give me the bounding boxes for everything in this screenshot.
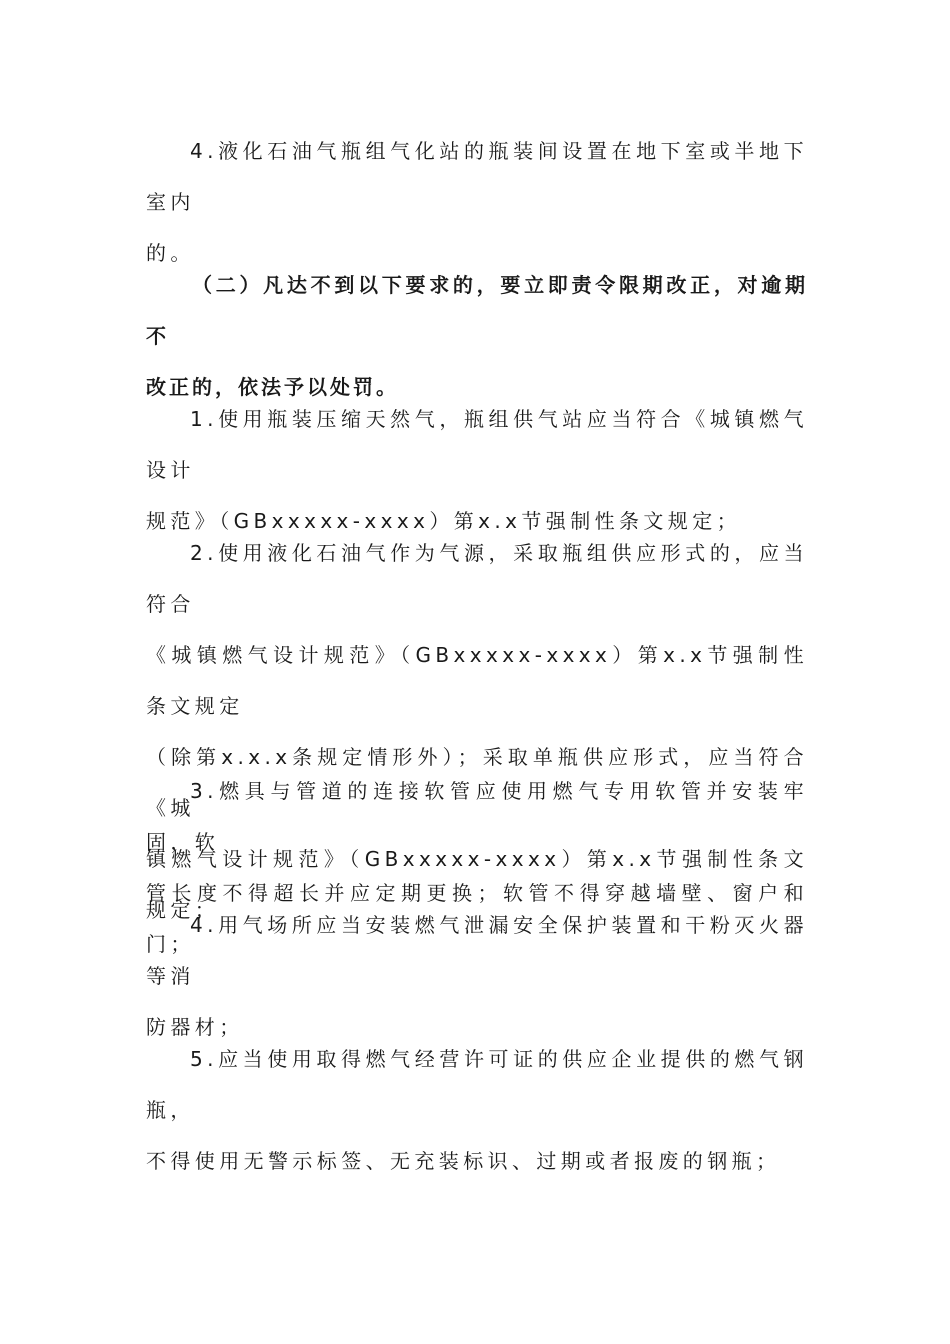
text-line: 4.液化石油气瓶组气化站的瓶装间设置在地下室或半地下室内 <box>146 139 808 214</box>
paragraph-item-5-cylinders <box>146 1034 808 1187</box>
text-line: 的。 <box>146 241 195 265</box>
text-line: 2.使用液化石油气作为气源，采取瓶组供应形式的，应当符合 <box>146 541 808 616</box>
text-line: 镇燃气设计规范》（GBxxxxx-xxxx）第x.x节强制性条文规定； <box>146 847 808 922</box>
text-line: 改正的，依法予以处罚。 <box>146 375 399 399</box>
text-line: 规范》（GBxxxxx-xxxx）第x.x节强制性条文规定； <box>146 509 741 533</box>
text-line: 5.应当使用取得燃气经营许可证的供应企业提供的燃气钢瓶， <box>146 1047 808 1122</box>
text-line: 管长度不得超长并应定期更换；软管不得穿越墙壁、窗户和门； <box>146 881 808 956</box>
paragraph-item-4-leak-protection <box>146 900 808 1053</box>
text-line: 1.使用瓶装压缩天然气，瓶组供气站应当符合《城镇燃气设计 <box>146 407 808 482</box>
text-line: 《城镇燃气设计规范》（GBxxxxx-xxxx）第x.x节强制性条文规定 <box>146 643 808 718</box>
text-line: 4.用气场所应当安装燃气泄漏安全保护装置和干粉灭火器等消 <box>146 913 808 988</box>
paragraph-item-1-cng <box>146 394 808 547</box>
text-line: （除第x.x.x条规定情形外）；采取单瓶供应形式，应当符合《城 <box>146 745 808 820</box>
text-line: 防器材； <box>146 1015 244 1039</box>
text-line: （二）凡达不到以下要求的，要立即责令限期改正，对逾期不 <box>146 273 808 348</box>
paragraph-item-4-lpg-basement <box>146 126 808 279</box>
text-line: 3.燃具与管道的连接软管应使用燃气专用软管并安装牢固，软 <box>146 779 808 854</box>
section-heading-2 <box>146 260 808 413</box>
text-line: 不得使用无警示标签、无充装标识、过期或者报废的钢瓶； <box>146 1149 781 1173</box>
